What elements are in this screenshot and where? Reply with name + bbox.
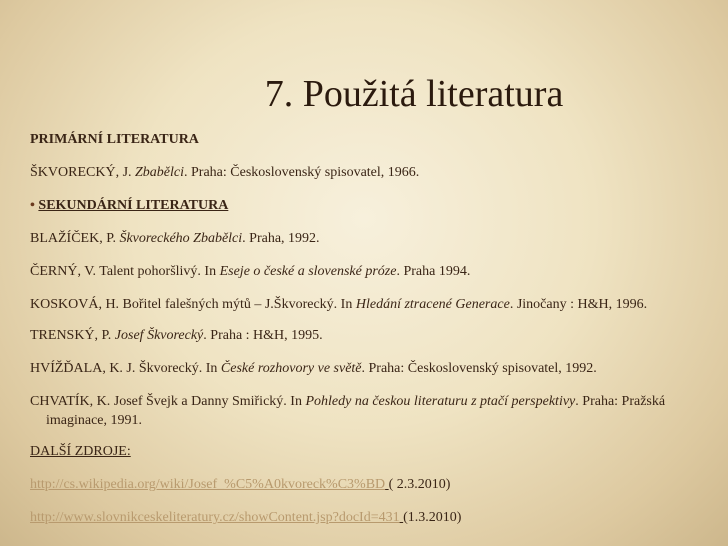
slide-content xyxy=(30,130,710,541)
entry-text: . Praha 1994. xyxy=(396,264,471,279)
entry-text: KOSKOVÁ, H. Bořitel falešných mýtů – J.Škvorecký. In xyxy=(30,297,356,312)
bullet-icon: • xyxy=(30,198,35,213)
entry-text: BLAŽÍČEK, P. xyxy=(30,231,120,246)
bibliography-entry xyxy=(30,262,710,281)
bibliography-entry xyxy=(30,229,710,248)
entry-title: Hledání ztracené Generace xyxy=(355,297,510,312)
entry-text: . Praha: Československý spisovatel, 1992. xyxy=(361,361,597,376)
entry-title: Pohledy na českou literaturu z ptačí perspektivy xyxy=(305,394,576,409)
entry-title: Zbabělci xyxy=(135,165,185,180)
entry-text: ČERNÝ, V. Talent pohoršlivý. In xyxy=(30,264,220,279)
entry-title: Eseje o české a slovenské próze xyxy=(219,264,397,279)
entry-text: ŠKVORECKÝ, J. xyxy=(30,165,136,180)
primary-entry xyxy=(30,163,710,182)
slide-title: 7. Použitá literatura xyxy=(264,73,564,115)
source-date: (1.3.2010) xyxy=(403,510,462,525)
entry-title: České rozhovory ve světě xyxy=(220,361,362,376)
bibliography-entry xyxy=(30,359,710,378)
bibliography-entry xyxy=(30,295,710,314)
entry-text: . Praha: Československý spisovatel, 1966. xyxy=(184,165,420,180)
secondary-literature-heading xyxy=(30,196,710,215)
source-date: ( 2.3.2010) xyxy=(388,477,451,492)
entry-text: . Jinočany : H&H, 1996. xyxy=(509,297,648,312)
source-entry xyxy=(30,475,710,494)
primary-literature-heading: PRIMÁRNÍ LITERATURA xyxy=(30,132,199,147)
bibliography-entry xyxy=(30,326,710,345)
bibliography-entry xyxy=(30,392,710,430)
wikipedia-link[interactable]: http://cs.wikipedia.org/wiki/Josef_%C5%A0kvoreck%C3%BD xyxy=(30,477,386,492)
entry-text: CHVATÍK, K. Josef Švejk a Danny Smiřický. In xyxy=(30,394,306,409)
entry-text: . Praha : H&H, 1995. xyxy=(203,328,323,343)
entry-text: . Praha: Pražská imaginace, 1991. xyxy=(46,394,666,428)
entry-title: Josef Škvorecký xyxy=(114,328,204,343)
source-entry xyxy=(30,508,710,527)
entry-title: Škvoreckého Zbabělci xyxy=(119,231,243,246)
other-sources-heading: DALŠÍ ZDROJE: xyxy=(30,444,131,459)
entry-text: HVÍŽĎALA, K. J. Škvorecký. In xyxy=(30,361,221,376)
secondary-heading-text: SEKUNDÁRNÍ LITERATURA xyxy=(38,198,229,213)
entry-text: . Praha, 1992. xyxy=(242,231,320,246)
slovnik-link[interactable]: http://www.slovnikceskeliteratury.cz/showContent.jsp?docId=431 xyxy=(30,510,400,525)
entry-text: TRENSKÝ, P. xyxy=(30,328,115,343)
